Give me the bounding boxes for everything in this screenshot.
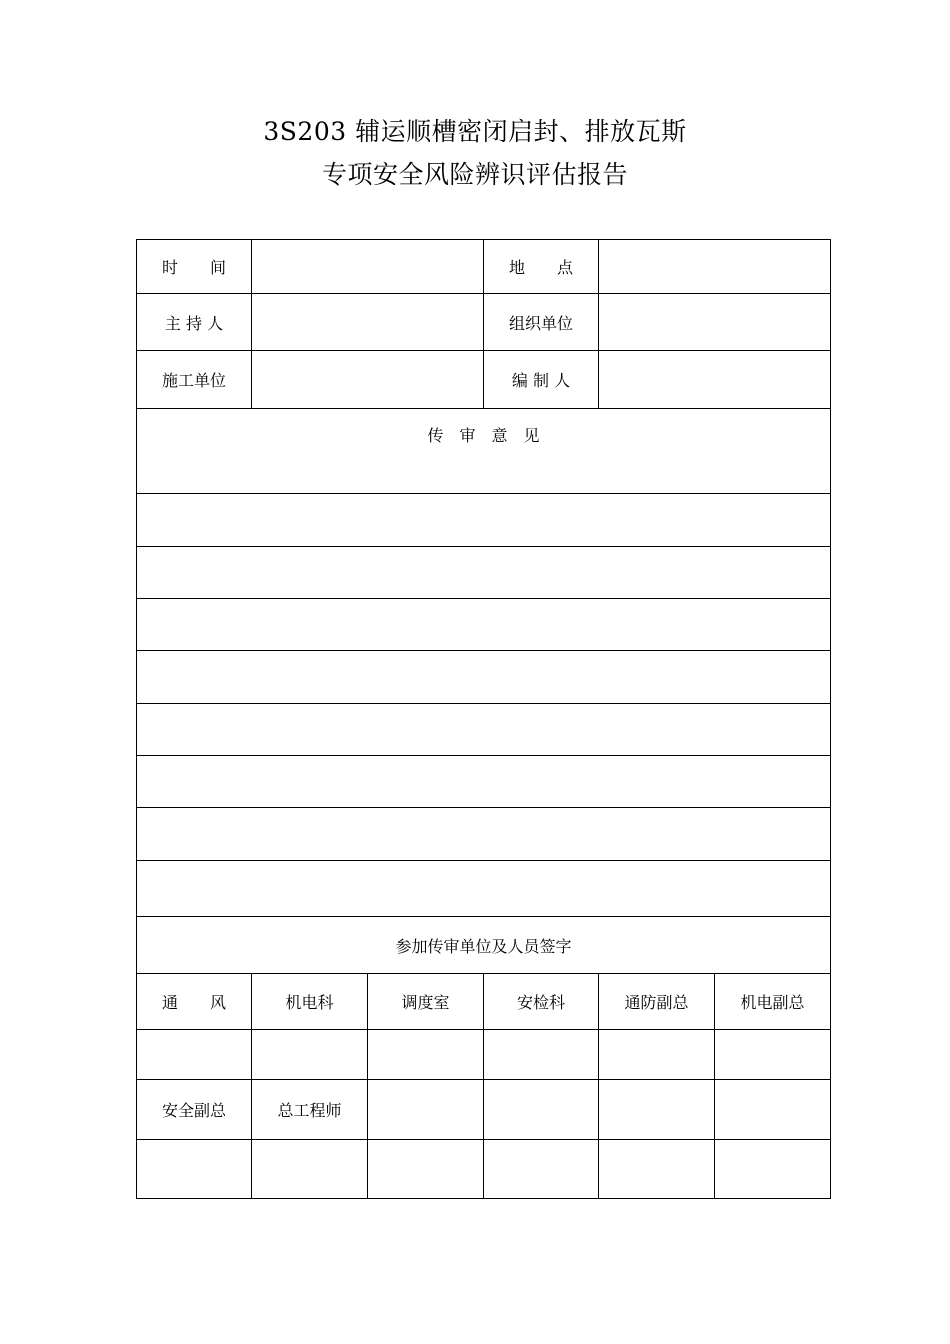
dept-label-chief-engineer: 总工程师 — [252, 1080, 368, 1140]
dept-label-blank — [715, 1080, 831, 1140]
dept-label-ventilation-deputy: 通防副总 — [599, 974, 715, 1030]
signature-cell[interactable] — [484, 1030, 599, 1080]
signature-dept-row-2 — [137, 1080, 831, 1140]
signature-cell[interactable] — [137, 1030, 252, 1080]
dept-label-blank — [368, 1080, 484, 1140]
dept-label-blank — [484, 1080, 599, 1140]
review-line[interactable] — [137, 651, 831, 704]
signature-cell[interactable] — [252, 1140, 368, 1199]
report-form-table — [136, 239, 831, 1199]
org-field[interactable] — [599, 294, 831, 351]
time-label: 时 间 — [137, 240, 252, 294]
review-header: 传 审 意 见 — [137, 409, 831, 494]
signature-header-row — [137, 917, 831, 974]
place-field[interactable] — [599, 240, 831, 294]
dept-label-electromech: 机电科 — [252, 974, 368, 1030]
signature-header: 参加传审单位及人员签字 — [137, 917, 831, 974]
review-line[interactable] — [137, 599, 831, 651]
host-field[interactable] — [252, 294, 484, 351]
report-title-line2: 专项安全风险辨识评估报告 — [321, 160, 628, 189]
construct-label: 施工单位 — [137, 351, 252, 409]
review-line[interactable] — [137, 494, 831, 547]
dept-label-ventilation: 通 风 — [137, 974, 252, 1030]
signature-cell[interactable] — [715, 1030, 831, 1080]
signature-cell[interactable] — [368, 1140, 484, 1199]
signature-row-1 — [137, 1030, 831, 1080]
signature-cell[interactable] — [484, 1140, 599, 1199]
signature-cell[interactable] — [599, 1140, 715, 1199]
dept-label-blank — [599, 1080, 715, 1140]
signature-cell[interactable] — [599, 1030, 715, 1080]
review-line[interactable] — [137, 808, 831, 861]
editor-label: 编 制 人 — [484, 351, 599, 409]
dept-label-electromech-deputy: 机电副总 — [715, 974, 831, 1030]
review-line[interactable] — [137, 861, 831, 917]
report-title-line1: 3S203 辅运顺槽密闭启封、排放瓦斯 — [263, 117, 687, 146]
time-field[interactable] — [252, 240, 484, 294]
editor-field[interactable] — [599, 351, 831, 409]
dept-label-safety-inspection: 安检科 — [484, 974, 599, 1030]
host-label: 主 持 人 — [137, 294, 252, 351]
signature-cell[interactable] — [137, 1140, 252, 1199]
dept-label-dispatch: 调度室 — [368, 974, 484, 1030]
signature-dept-row-1 — [137, 974, 831, 1030]
signature-row-2 — [137, 1140, 831, 1199]
org-label: 组织单位 — [484, 294, 599, 351]
construct-field[interactable] — [252, 351, 484, 409]
review-line[interactable] — [137, 547, 831, 599]
signature-cell[interactable] — [252, 1030, 368, 1080]
info-row-time — [137, 240, 831, 294]
review-header-row — [137, 409, 831, 494]
review-line[interactable] — [137, 756, 831, 808]
signature-cell[interactable] — [715, 1140, 831, 1199]
review-line[interactable] — [137, 704, 831, 756]
place-label: 地 点 — [484, 240, 599, 294]
signature-cell[interactable] — [368, 1030, 484, 1080]
info-row-construct — [137, 351, 831, 409]
info-row-host — [137, 294, 831, 351]
dept-label-safety-deputy: 安全副总 — [137, 1080, 252, 1140]
